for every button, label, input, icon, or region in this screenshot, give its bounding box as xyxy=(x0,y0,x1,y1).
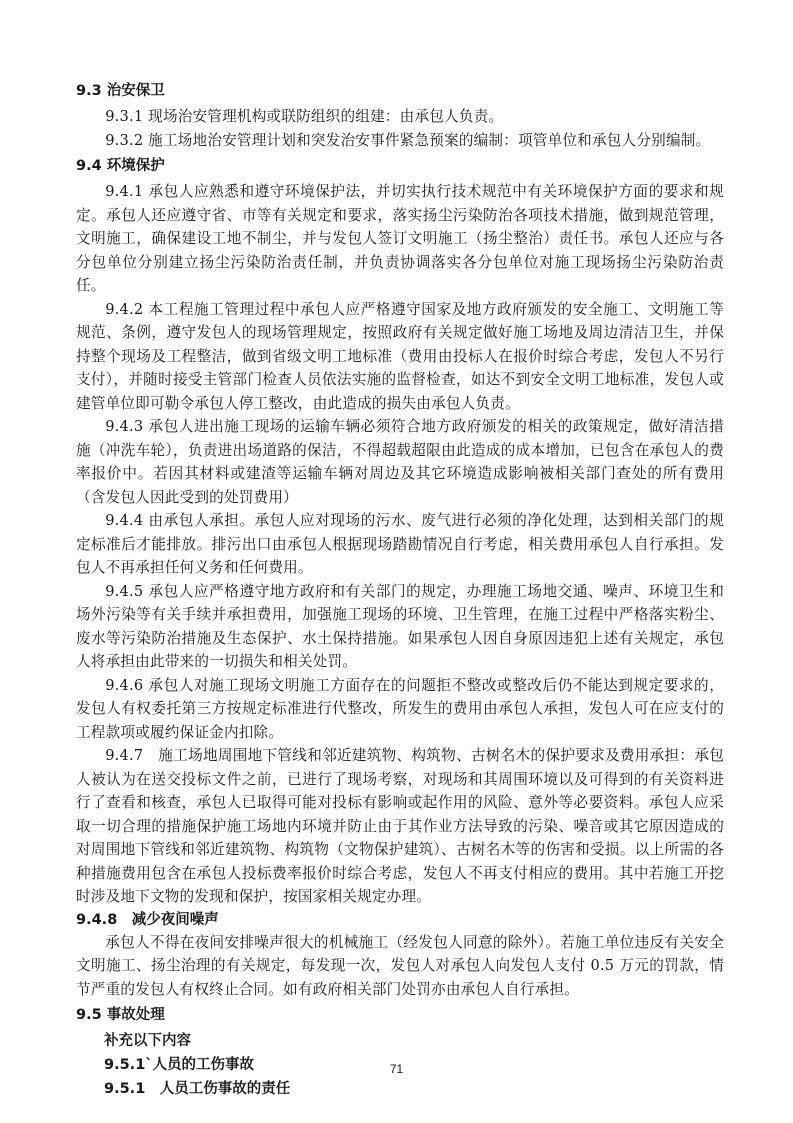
subheading-9-5-1-a: 9.5.1`人员的工伤事故 xyxy=(104,1057,255,1073)
paragraph-9-4-2: 9.4.2 本工程施工管理过程中承包人应严格遵守国家及地方政府颁发的安全施工、文明施工等规范、条例，遵守发包人的现场管理规定，按照政府有关规定做好施工场地及周边清洁卫生，并保持整个现场及工程整洁，做到省级文明工地标准（费用由投标人在报价时综合考虑，发包人不另行支付），并随时接受主管部门检查人员依法实施的监督检查，如达不到安全文明工地标准，发包人或建管单位即可勒令承包人停工整改，由此造成的损失由承包人负责。 xyxy=(76,300,724,412)
paragraph-9-4-5: 9.4.5 承包人应严格遵守地方政府和有关部门的规定，办理施工场地交通、噪声、环境卫生和场外污染等有关手续并承担费用，加强施工现场的环境、卫生管理，在施工过程中严格落实粉尘、废水等污染防治措施及生态保护、水土保持措施。如果承包人因自身原因违犯上述有关规定，承包人将承担由此带来的一切损失和相关处罚。 xyxy=(76,582,724,670)
paragraph-9-4-6: 9.4.6 承包人对施工现场文明施工方面存在的问题拒不整改或整改后仍不能达到规定要求的，发包人有权委托第三方按规定标准进行代整改，所发生的费用由承包人承担，发包人可在应支付的工程款项或履约保证金内扣除。 xyxy=(76,676,724,741)
page-number: 71 xyxy=(389,1062,404,1076)
heading-9-4-8: 9.4.8 减少夜间噪声 xyxy=(76,911,219,928)
paragraph-9-4-4: 9.4.4 由承包人承担。承包人应对现场的污水、废气进行必须的净化处理，达到相关部门的规定标准后才能排放。排污出口由承包人根据现场踏勘情况自行考虑，相关费用承包人自行承担。发包人不再承担任何义务和任何费用。 xyxy=(76,512,724,576)
paragraph-9-4-3: 9.4.3 承包人进出施工现场的运输车辆必须符合地方政府颁发的相关的政策规定，做好清洁措施（冲洗车轮），负责进出场道路的保洁，不得超载超限由此造成的成本增加，已包含在承包人的费率报价中。若因其材料或建渣等运输车辆对周边及其它环境造成影响被相关部门查处的所有费用（含发包人因此受到的处罚费用） xyxy=(76,418,724,506)
paragraph-9-3-2: 9.3.2 施工场地治安管理计划和突发治安事件紧急预案的编制：项管单位和承包人分别编制。 xyxy=(105,131,711,149)
heading-9-4: 9.4 环境保护 xyxy=(76,158,165,174)
paragraph-9-4-1: 9.4.1 承包人应熟悉和遵守环境保护法，并切实执行技术规范中有关环境保护方面的要求和规定。承包人还应遵守省、市等有关规定和要求，落实扬尘污染防治各项技术措施，做到规范管理，文明施工，确保建设工地不制尘，并与发包人签订文明施工（扬尘整治）责任书。承包人还应与各分包单位分别建立扬尘污染防治责任制，并负责协调落实各分包单位对施工现场扬尘污染防治责任。 xyxy=(76,183,724,294)
supplement-note: 补充以下内容 xyxy=(104,1033,191,1049)
paragraph-9-4-8: 承包人不得在夜间安排噪声很大的机械施工（经发包人同意的除外）。若施工单位违反有关安全文明施工、扬尘治理的有关规定，每发现一次，发包人对承包人向发包人支付 0.5 万元的罚款，情节严重的发包人有权终止合同。如有政府相关部门处罚亦由承包人自行承担。 xyxy=(76,933,724,998)
heading-9-5: 9.5 事故处理 xyxy=(76,1007,165,1023)
page-content xyxy=(76,80,724,1101)
subheading-9-5-1-b: 9.5.1 人员工伤事故的责任 xyxy=(104,1081,291,1097)
heading-9-3: 9.3 治安保卫 xyxy=(76,83,165,99)
paragraph-9-3-1: 9.3.1 现场治安管理机构或联防组织的组建：由承包人负责。 xyxy=(105,108,504,125)
paragraph-9-4-7: 9.4.7 施工场地周围地下管线和邻近建筑物、构筑物、古树名木的保护要求及费用承担：承包人被认为在送交投标文件之前，已进行了现场考察，对现场和其周围环境以及可得到的有关资料进行了查看和核查，承包人已取得可能对投标有影响或起作用的风险、意外等必要资料。承包人应采取一切合理的措施保护施工场地内环境并防止由于其作业方法导致的污染、噪音或其它原因造成的对周围地下管线和邻近建筑物、构筑物（文物保护建筑）、古树名木等的伤害和受损。以上所需的各种措施费用包含在承包人投标费率报价时综合考虑，发包人不再支付相应的费用。其中若施工开挖时涉及地下文物的发现和保护，按国家相关规定办理。 xyxy=(76,747,724,905)
